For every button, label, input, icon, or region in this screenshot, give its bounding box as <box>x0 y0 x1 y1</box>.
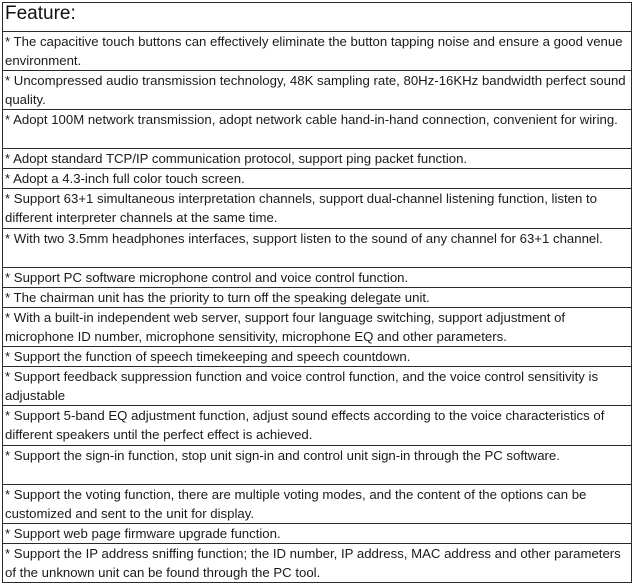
feature-row <box>3 189 632 229</box>
feature-row <box>3 169 632 189</box>
feature-row <box>3 110 632 149</box>
feature-row <box>3 308 632 347</box>
feature-row <box>3 149 632 169</box>
feature-item: * The capacitive touch buttons can effectively eliminate the button tapping noise and ensure a good venue environment. <box>3 32 632 71</box>
header-row <box>3 3 632 32</box>
feature-row <box>3 544 632 583</box>
feature-table <box>2 2 632 583</box>
feature-item: * Support web page firmware upgrade function. <box>3 524 632 544</box>
feature-item: * Support PC software microphone control and voice control function. <box>3 268 632 288</box>
feature-item: * Adopt standard TCP/IP communication protocol, support ping packet function. <box>3 149 632 169</box>
feature-heading: Feature: <box>3 3 632 32</box>
feature-row <box>3 288 632 308</box>
feature-item: * With two 3.5mm headphones interfaces, support listen to the sound of any channel for 63+1 channel. <box>3 229 632 268</box>
feature-item: * With a built-in independent web server, support four language switching, support adjustment of microphone ID number, microphone sensitivity, microphone EQ and other parameters. <box>3 308 632 347</box>
feature-row <box>3 268 632 288</box>
feature-item: * Support the sign-in function, stop unit sign-in and control unit sign-in through the PC software. <box>3 446 632 485</box>
feature-item: * Support the function of speech timekeeping and speech countdown. <box>3 347 632 367</box>
feature-row <box>3 367 632 406</box>
feature-row <box>3 229 632 268</box>
feature-row <box>3 32 632 71</box>
feature-row <box>3 406 632 446</box>
feature-item: * Support the IP address sniffing function; the ID number, IP address, MAC address and other parameters of the unknown unit can be found through the PC tool. <box>3 544 632 583</box>
feature-row <box>3 446 632 485</box>
feature-row <box>3 71 632 110</box>
feature-item: * Support 63+1 simultaneous interpretation channels, support dual-channel listening function, listen to different interpreter channels at the same time. <box>3 189 632 229</box>
feature-row <box>3 524 632 544</box>
feature-item: * Uncompressed audio transmission technology, 48K sampling rate, 80Hz-16KHz bandwidth perfect sound quality. <box>3 71 632 110</box>
feature-row <box>3 347 632 367</box>
feature-item: * The chairman unit has the priority to turn off the speaking delegate unit. <box>3 288 632 308</box>
feature-row <box>3 485 632 524</box>
feature-item: * Support feedback suppression function and voice control function, and the voice control sensitivity is adjustable <box>3 367 632 406</box>
feature-item: * Adopt a 4.3-inch full color touch screen. <box>3 169 632 189</box>
feature-item: * Support the voting function, there are multiple voting modes, and the content of the options can be customized and sent to the unit for display. <box>3 485 632 524</box>
feature-item: * Adopt 100M network transmission, adopt network cable hand-in-hand connection, convenient for wiring. <box>3 110 632 149</box>
feature-item: * Support 5-band EQ adjustment function, adjust sound effects according to the voice characteristics of different speakers until the perfect effect is achieved. <box>3 406 632 446</box>
